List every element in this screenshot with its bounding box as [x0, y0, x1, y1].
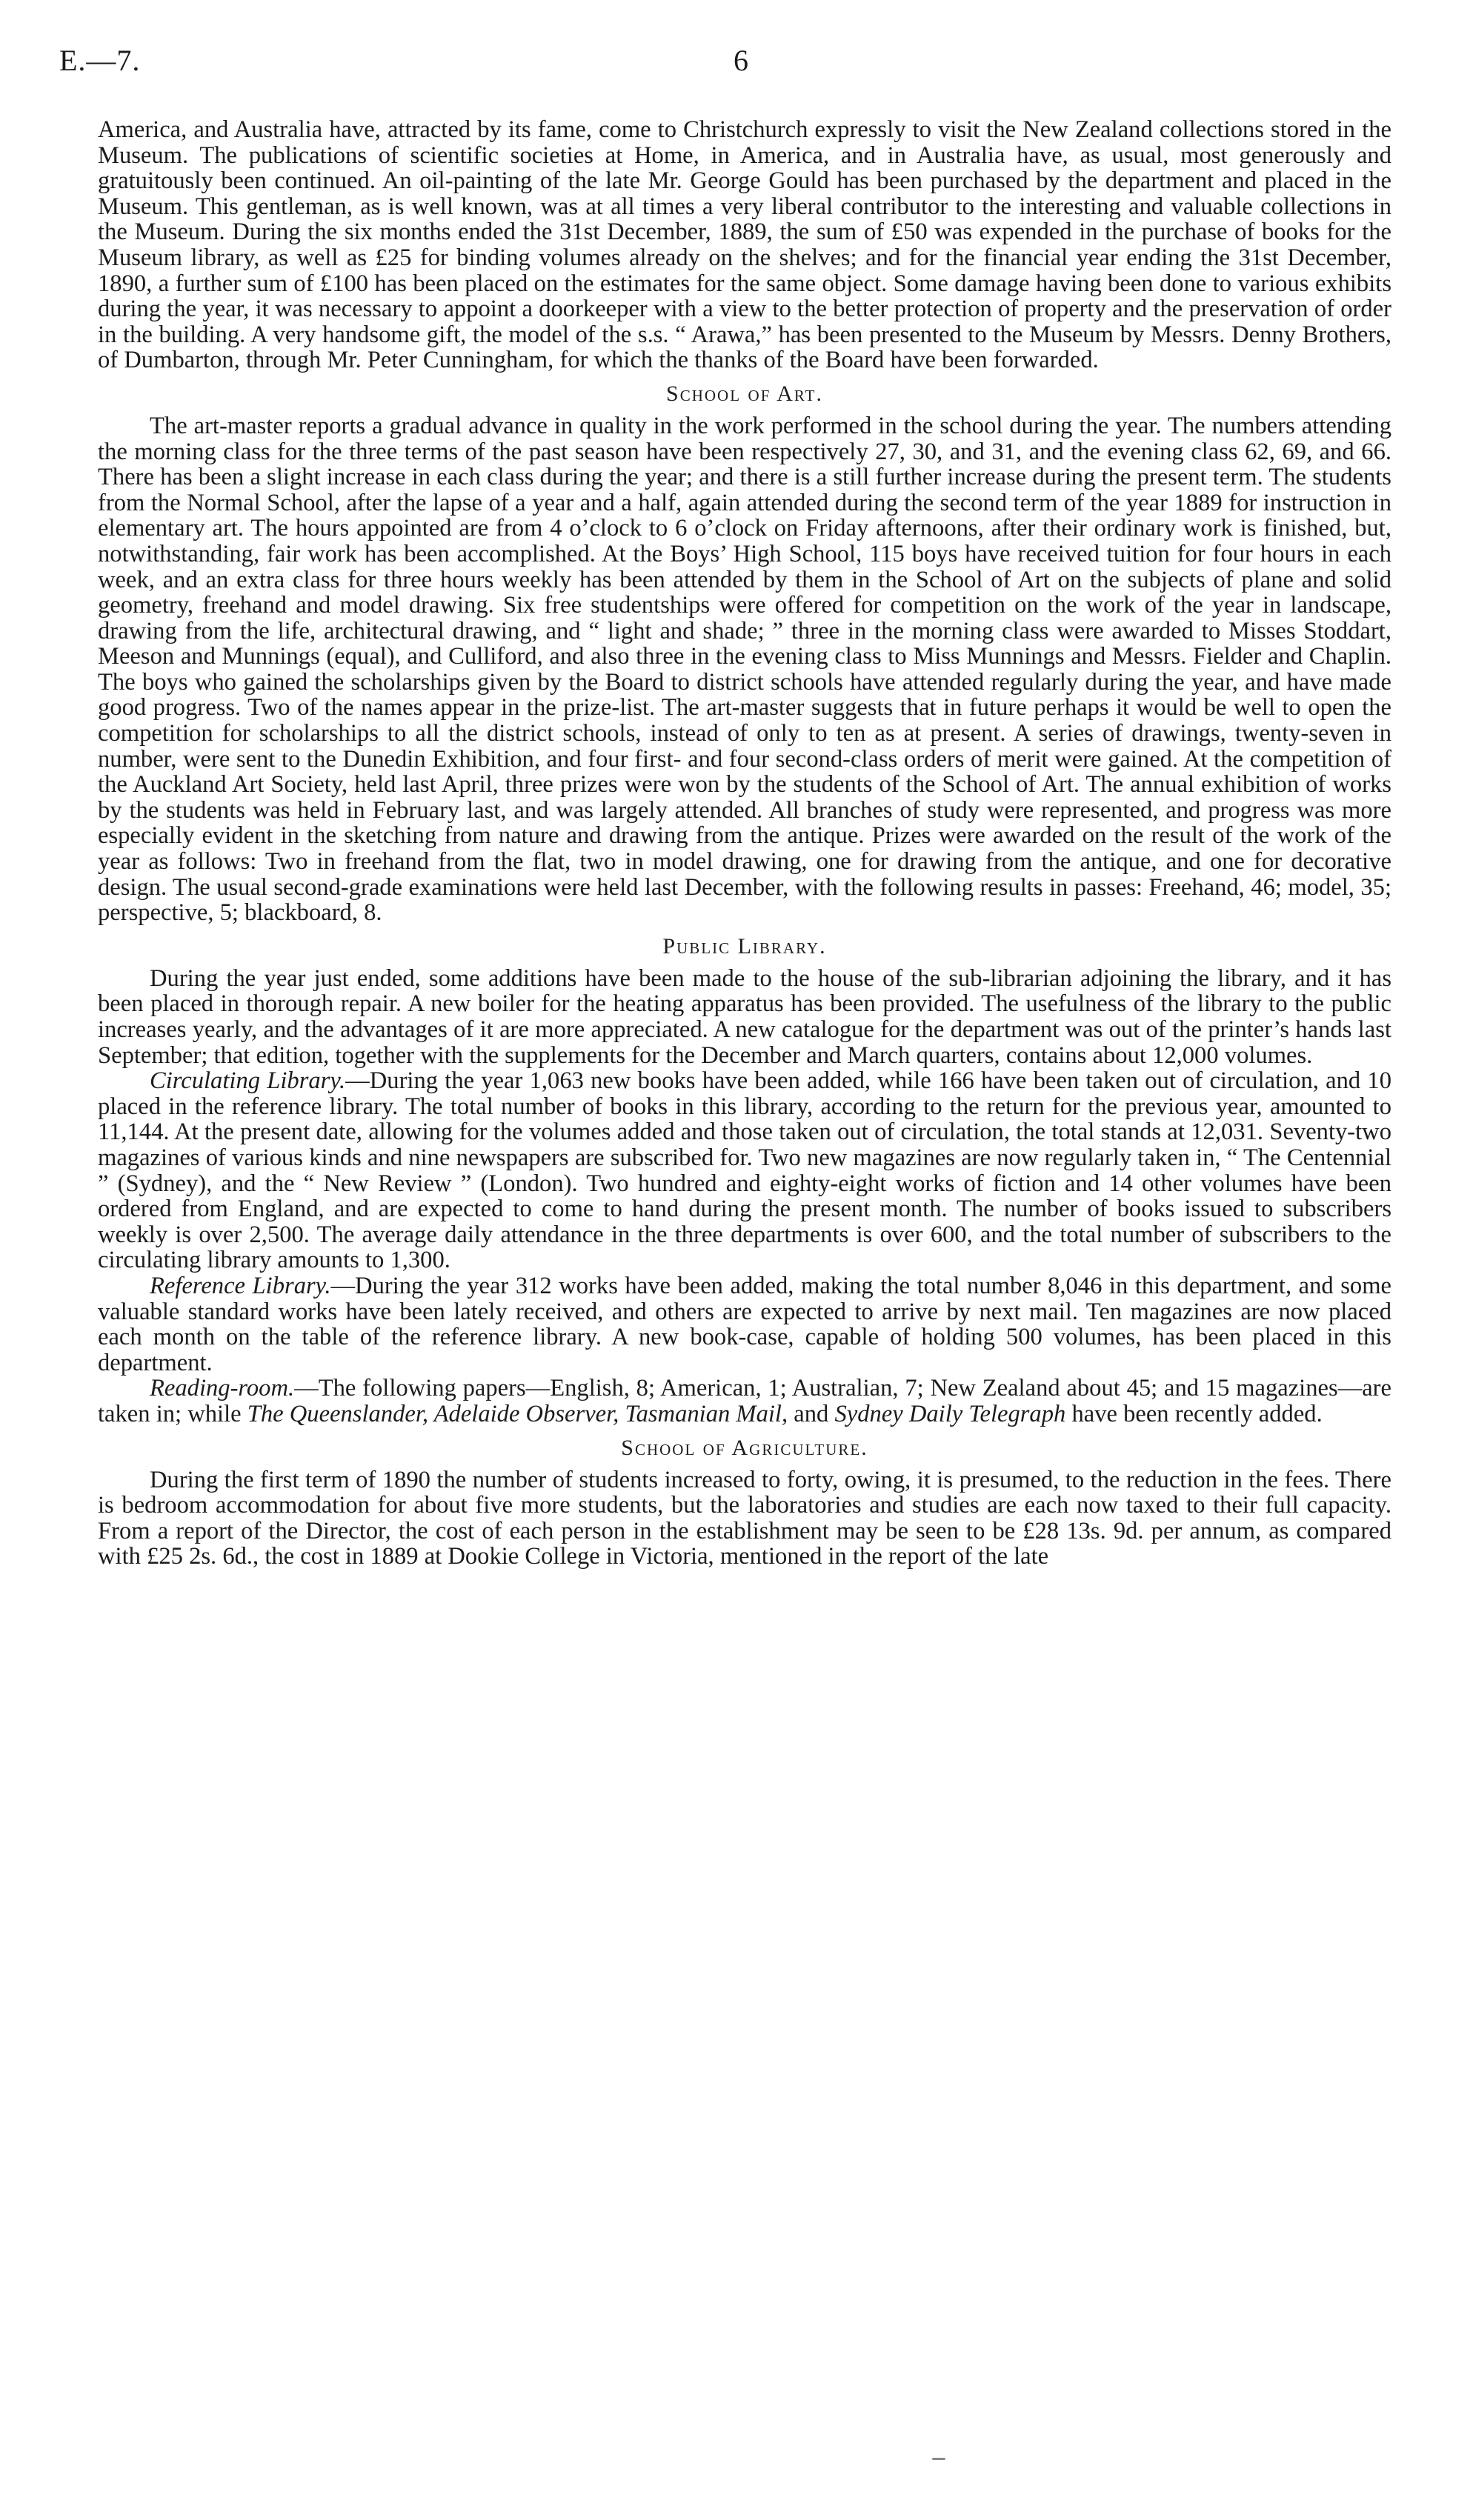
- reading-room-text-c: have been recently added.: [1065, 1400, 1323, 1427]
- heading-school-of-agriculture: School of Agriculture.: [621, 1435, 868, 1460]
- reading-room-text-b: and: [788, 1400, 835, 1427]
- heading-school-of-art: School of Art.: [666, 381, 823, 406]
- heading-public-library: Public Library.: [662, 933, 827, 959]
- school-of-art-paragraph: The art-master reports a gradual advance in quality in the work performed in the school during the year. The numbers attending the morning class for the three terms of the past season have been respectively 27, 30, and 31, and the evening class 62, 69, and 66. There has been a slight increase in each class during the year; and there is a still further increase during the present term. The students from the Normal School, after the lapse of a year and a half, again attended during the second term of the year 1889 for instruction in elementary art. The hours appointed are from 4 o’clock to 6 o’clock on Friday afternoons, after their ordinary work is finished, but, notwithstanding, fair work has been accomplished. At the Boys’ High School, 115 boys have received tuition for four hours in each week, and an extra class for three hours weekly has been attended by them in the School of Art on the subjects of plane and solid geometry, freehand and model drawing. Six free studentships were offered for competition on the work of the year in landscape, drawing from the life, architectural drawing, and “ light and shade; ” three in the morning class were awarded to Misses Stoddart, Meeson and Munnings (equal), and Culliford, and also three in the evening class to Miss Munnings and Messrs. Fielder and Chaplin. The boys who gained the scholarships given by the Board to district schools have attended regularly during the year, and have made good progress. Two of the names appear in the prize-list. The art-master suggests that in future perhaps it would be well to open the competition for scholarships to all the district schools, instead of only to ten as at present. A series of drawings, twenty-seven in number, were sent to the Dunedin Exhibition, and four first- and four second-class orders of merit were gained. At the competition of the Auckland Art Society, held last April, three prizes were won by the students of the School of Art. The annual exhibition of works by the students was held in February last, and was largely attended. All branches of study were represented, and progress was more especially evident in the sketching from nature and drawing from the antique. Prizes were awarded on the result of the work of the year as follows: Two in freehand from the flat, two in model drawing, one for drawing from the antique, and one for decorative design. The usual second-grade examinations were held last December, with the following results in passes: Freehand, 46; model, 35; perspective, 5; blackboard, 8.: [98, 412, 1391, 927]
- print-smudge: [932, 2458, 945, 2460]
- reference-library-paragraph: [98, 1273, 1391, 1376]
- reading-room-label: Reading-room.: [150, 1375, 295, 1402]
- circulating-library-label: Circulating Library.: [150, 1067, 346, 1095]
- school-of-agriculture-paragraph: During the first term of 1890 the number of students increased to forty, owing, it is presumed, to the reduction in the fees. There is bedroom accommodation for about five more students, but the laboratories and studies are each now taxed to their full capacity. From a report of the Director, the cost of each person in the establishment may be seen to be £28 13s. 9d. per annum, as compared with £25 2s. 6d., the cost in 1889 at Dookie College in Victoria, mentioned in the report of the late: [98, 1466, 1391, 1570]
- public-library-paragraph: During the year just ended, some additions have been made to the house of the sub-librarian adjoining the library, and it has been placed in thorough repair. A new boiler for the heating apparatus has been provided. The usefulness of the library to the public increases yearly, and the advantages of it are more appreciated. A new catalogue for the department was out of the printer’s hands last September; that edition, together with the supplements for the December and March quarters, contains about 12,000 volumes.: [98, 964, 1391, 1069]
- circulating-library-paragraph: [98, 1068, 1391, 1273]
- reference-library-text: —During the year 312 works have been added, making the total number 8,046 in this department, and some valuable standard works have been lately received, and others are expected to arrive by next mail. Ten magazines are now placed each month on the table of the reference library. A new book-case, capable of holding 500 volumes, has been placed in this department.: [98, 1272, 1392, 1376]
- document-reference: E.—7.: [59, 44, 141, 77]
- circulating-library-text: —During the year 1,063 new books have been added, while 166 have been taken out of circulation, and 10 placed in the reference library. The total number of books in this library, according to the return for the previous year, amounted to 11,144. At the present date, allowing for the volumes added and those taken out of circulation, the total stands at 12,031. Seventy-two magazines of various kinds and nine newspapers are subscribed for. Two new magazines are now regularly taken in, “ The Centennial ” (Sydney), and the “ New Review ” (London). Two hundred and eighty-eight works of fiction and 14 other volumes have been ordered from England, and are expected to come to hand during the present month. The number of books issued to subscribers weekly is over 2,500. The average daily attendance in the three departments is over 600, and the total number of subscribers to the circulating library amounts to 1,300.: [98, 1067, 1391, 1274]
- museum-paragraph: America, and Australia have, attracted by its fame, come to Christchurch expressly to visit the New Zealand collections stored in the Museum. The publications of scientific societies at Home, in America, and in Australia have, as usual, most generously and gratuitously been continued. An oil-painting of the late Mr. George Gould has been purchased by the department and placed in the Museum. This gentleman, as is well known, was at all times a very liberal contributor to the interesting and valuable collections in the Museum. During the six months ended the 31st December, 1889, the sum of £50 was expended in the purchase of books for the Museum library, as well as £25 for binding volumes already on the shelves; and for the financial year ending the 31st December, 1890, a further sum of £100 has been placed on the estimates for the same object. Some damage having been done to various exhibits during the year, it was necessary to appoint a doorkeeper with a view to the better protection of property and the preservation of order in the building. A very handsome gift, the model of the s.s. “ Arawa,” has been presented to the Museum by Messrs. Denny Brothers, of Dumbarton, through Mr. Peter Cunningham, for which the thanks of the Board have been forwarded.: [98, 116, 1391, 374]
- body-text: [98, 117, 1391, 1570]
- reading-room-title-telegraph: Sydney Daily Telegraph: [834, 1400, 1066, 1427]
- reading-room-paragraph: [98, 1376, 1391, 1427]
- page-number: 6: [734, 44, 748, 77]
- reading-room-text-a: —The following papers—English, 8; American, 1; Australian, 7; New Zealand about 45; and 15 magazines—are taken in; while: [98, 1375, 1391, 1427]
- reading-room-titles: The Queenslander, Adelaide Observer, Tasmanian Mail,: [247, 1400, 788, 1427]
- reference-library-label: Reference Library.: [150, 1272, 331, 1299]
- page-header: [59, 43, 1411, 80]
